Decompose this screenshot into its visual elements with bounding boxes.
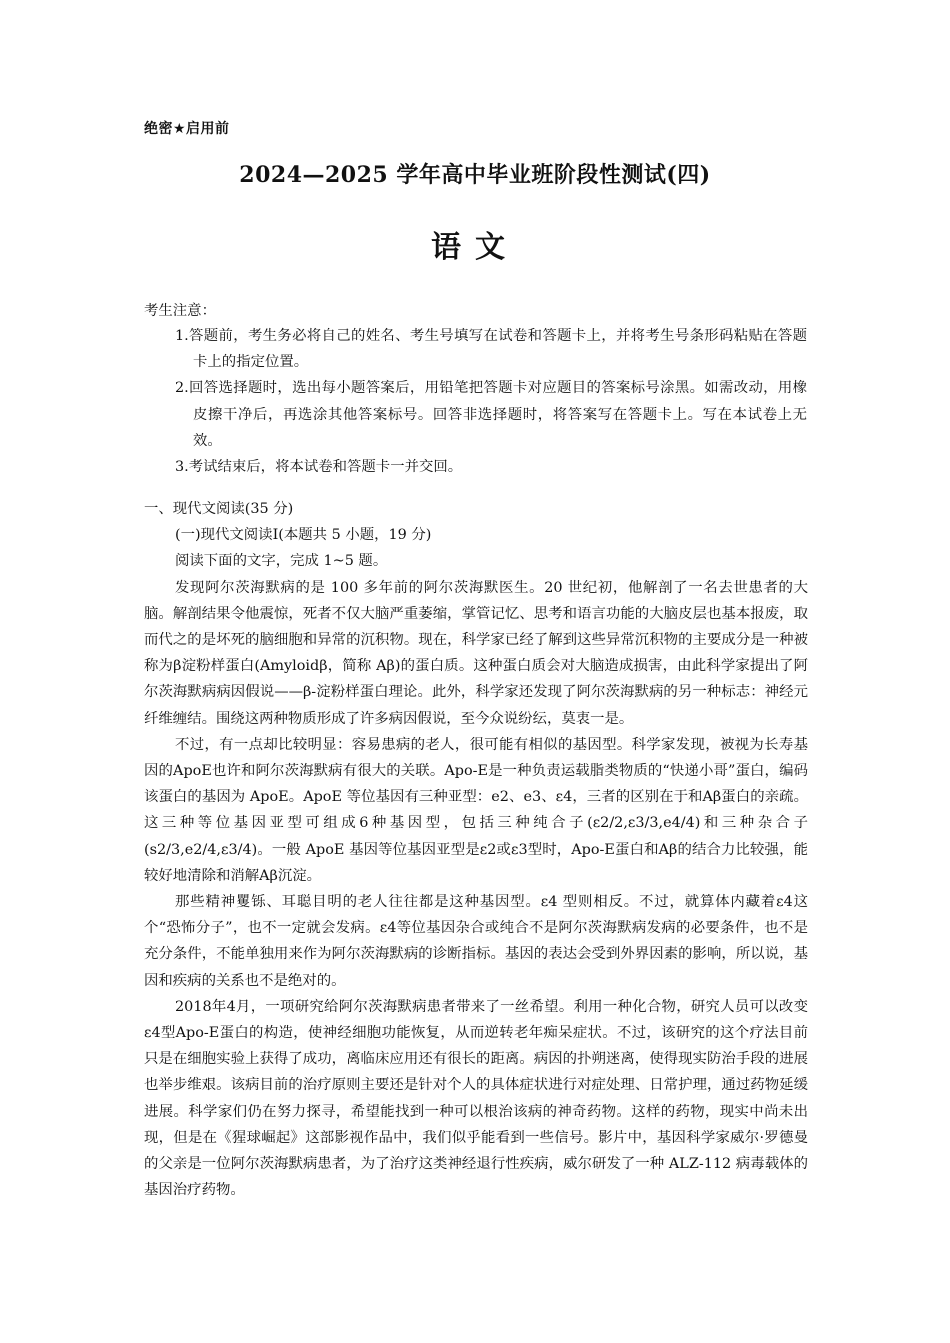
section-instruction: 阅读下面的文字，完成 1~5 题。 [175,553,388,570]
section-subheading: (一)现代文阅读Ⅰ(本题共 5 小题，19 分) [175,527,432,544]
notice-item-1: 1.答题前，考生务必将自己的姓名、考生号填写在试卷和答题卡上，并将考生号条形码粘贴在答题卡上的指定位置。 [175,328,807,371]
notice-heading: 考生注意： [144,303,216,319]
passage-paragraph-1: 发现阿尔茨海默病的是 100 多年前的阿尔茨海默医生。20 世纪初，他解剖了一名去世患者的大脑。解剖结果令他震惊，死者不仅大脑严重萎缩，掌管记忆、思考和语言功能的大脑皮层也基本报废，取而代之的是坏死的脑细胞和异常的沉积物。现在，科学家已经了解到这些异常沉积物的主要成分是一种被称为β淀粉样蛋白(Amyloidβ，简称 Aβ)的蛋白质。这种蛋白质会对大脑造成损害，由此科学家提出了阿尔茨海默病病因假说——β-淀粉样蛋白理论。此外，科学家还发现了阿尔茨海默病的另一种标志：神经元纤维缠结。围绕这两种物质形成了许多病因假说，至今众说纷纭，莫衷一是。 [144,579,808,727]
passage-paragraph-2: 不过，有一点却比较明显：容易患病的老人，很可能有相似的基因型。科学家发现，被视为长寿基因的ApoE也许和阿尔茨海默病有很大的关联。Apo-E是一种负责运载脂类物质的“快递小哥”蛋白，编码该蛋白的基因为 ApoE。ApoE 等位基因有三种亚型：e2、e3、ε4，三者的区别在于和Aβ蛋白的亲疏。这三种等位基因亚型可组成6种基因型，包括三种纯合子(ε2/2,ε3/3,e4/4)和三种杂合子(s2/3,e2/4,ε3/4)。一般 ApoE 基因等位基因亚型是ε2或ε3型时，Apo-E蛋白和Aβ的结合力比较强，能较好地清除和消解Aβ沉淀。 [144,736,808,884]
passage-paragraph-3: 那些精神矍铄、耳聪目明的老人往往都是这种基因型。ε4 型则相反。不过，就算体内藏着ε4这个“恐怖分子”，也不一定就会发病。ε4等位基因杂合或纯合不是阿尔茨海默病发病的必要条件，也不是充分条件，不能单独用来作为阿尔茨海默病的诊断指标。基因的表达会受到外界因素的影响，所以说，基因和疾病的关系也不是绝对的。 [144,894,808,989]
reading-section [144,496,808,1203]
notice-item-2: 2.回答选择题时，选出每小题答案后，用铅笔把答题卡对应题目的答案标号涂黑。如需改动，用橡皮擦干净后，再选涂其他答案标号。回答非选择题时，将答案写在答题卡上。写在本试卷上无效。 [175,380,807,449]
subject-title: 语文 [431,230,519,265]
section-heading: 一、现代文阅读(35 分) [144,501,294,517]
notice-item-3: 3.考试结束后，将本试卷和答题卡一并交回。 [175,459,463,476]
confidential-mark: 绝密★启用前 [144,121,230,137]
notice-list [175,323,807,480]
passage-paragraph-4: 2018年4月，一项研究给阿尔茨海默病患者带来了一丝希望。利用一种化合物，研究人员可以改变ε4型Apo-E蛋白的构造，使神经细胞功能恢复，从而逆转老年痴呆症状。不过，该研究的这个疗法目前只是在细胞实验上获得了成功，离临床应用还有很长的距离。病因的扑朔迷离，使得现实防治手段的进展也举步维艰。该病目前的治疗原则主要还是针对个人的具体症状进行对症处理、日常护理，通过药物延缓进展。科学家们仍在努力探寻，希望能找到一种可以根治该病的神奇药物。这样的药物，现实中尚未出现，但是在《猩球崛起》这部影视作品中，我们似乎能看到一些信号。影片中，基因科学家威尔·罗德曼的父亲是一位阿尔茨海默病患者，为了治疗这类神经退行性疾病，威尔研发了一种 ALZ-112 病毒载体的基因治疗药物。 [144,998,808,1199]
exam-title: 2024—2025 学年高中毕业班阶段性测试(四) [239,162,711,188]
